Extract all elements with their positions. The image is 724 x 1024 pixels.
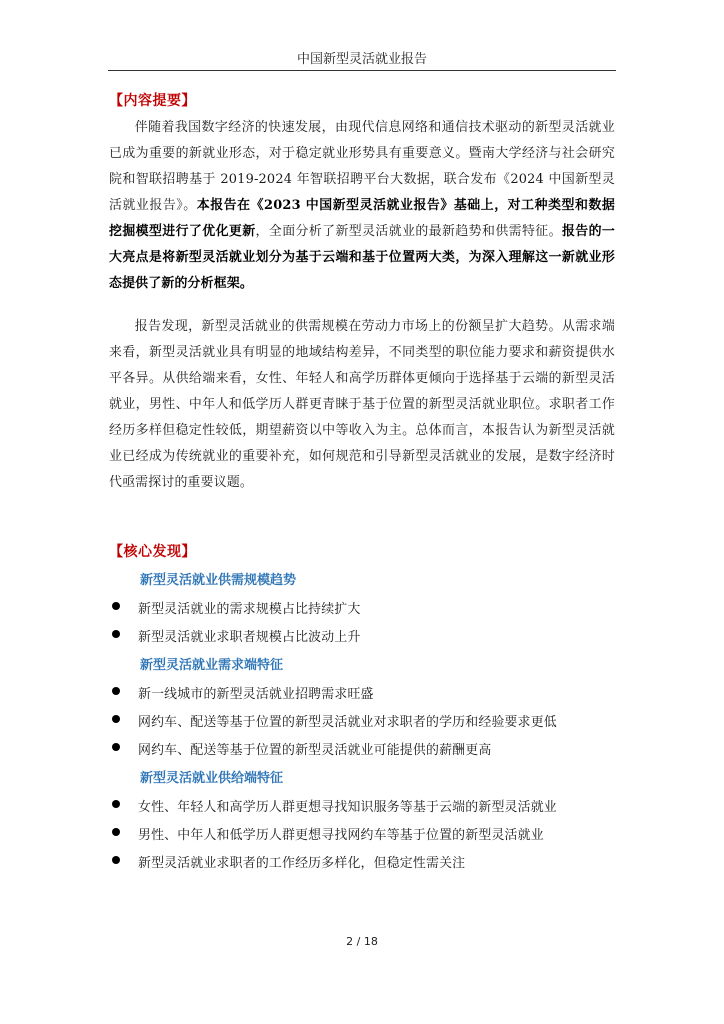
page-header-title: 中国新型灵活就业报告 [296,52,427,67]
summary-heading: 【内容提要】 [109,93,196,109]
list-item-text: 网约车、配送等基于位置的新型灵活就业可能提供的薪酬更高 [138,743,492,758]
summary-paragraph-1-text-a: 伴随着我国数字经济的快速发展，由现代信息网络和通信技术驱动的新型灵活就业已成为重要的新就业形态，对于稳定就业形势具有重要意义。暨南大学经济与社会研究院和智联招聘基于 2019-2024 年智联招聘平台大数据，联合发布《2024 中国新型灵活就业报告》。 [109,120,615,213]
summary-paragraph-1-bold-b: 报告的一大亮点是将新型灵活就业划分为基于云端和基于位置两大类，为深入理解这一新就业形态提供了新的分析框架。 [109,224,615,291]
summary-paragraph-1-text-b: ，全面分析了新型灵活就业的最新趋势和供需特征。 [255,224,562,239]
summary-paragraph-1-bold-a: 本报告在《2023 中国新型灵活就业报告》基础上，对工种类型和数据挖掘模型进行了优化更新 [109,198,615,239]
page-number: 2 / 18 [346,935,378,948]
bullet-icon [112,856,120,864]
findings-group-1-title: 新型灵活就业供需规模趋势 [140,573,297,588]
bullet-icon [112,687,120,695]
list-item-text: 新型灵活就业求职者规模占比波动上升 [138,630,361,645]
list-item-text: 网约车、配送等基于位置的新型灵活就业对求职者的学历和经验要求更低 [138,715,557,730]
list-item-text: 新型灵活就业求职者的工作经历多样化，但稳定性需关注 [138,856,466,871]
bullet-icon [112,828,120,836]
list-item-text: 女性、年轻人和高学历人群更想寻找知识服务等基于云端的新型灵活就业 [138,800,557,815]
bullet-icon [112,800,120,808]
findings-group-3-title: 新型灵活就业供给端特征 [140,771,284,786]
findings-heading: 【核心发现】 [109,544,196,560]
list-item-text: 男性、中年人和低学历人群更想寻找网约车等基于位置的新型灵活就业 [138,828,544,843]
findings-group-2-title: 新型灵活就业需求端特征 [140,658,284,673]
bullet-icon [112,602,120,610]
header-rule [108,70,616,71]
summary-paragraph-1 [109,115,615,297]
list-item-text: 新一线城市的新型灵活就业招聘需求旺盛 [138,687,374,702]
bullet-icon [112,743,120,751]
bullet-icon [112,715,120,723]
summary-paragraph-2: 报告发现，新型灵活就业的供需规模在劳动力市场上的份额呈扩大趋势。从需求端来看，新型灵活就业具有明显的地域结构差异，不同类型的职位能力要求和薪资提供水平各异。从供给端来看，女性、年轻人和高学历群体更倾向于选择基于云端的新型灵活就业，男性、中年人和低学历人群更青睐于基于位置的新型灵活就业职位。求职者工作经历多样但稳定性较低，期望薪资以中等收入为主。总体而言，本报告认为新型灵活就业已经成为传统就业的重要补充，如何规范和引导新型灵活就业的发展，是数字经济时代亟需探讨的重要议题。 [109,319,615,490]
bullet-icon [112,630,120,638]
list-item-text: 新型灵活就业的需求规模占比持续扩大 [138,602,361,617]
